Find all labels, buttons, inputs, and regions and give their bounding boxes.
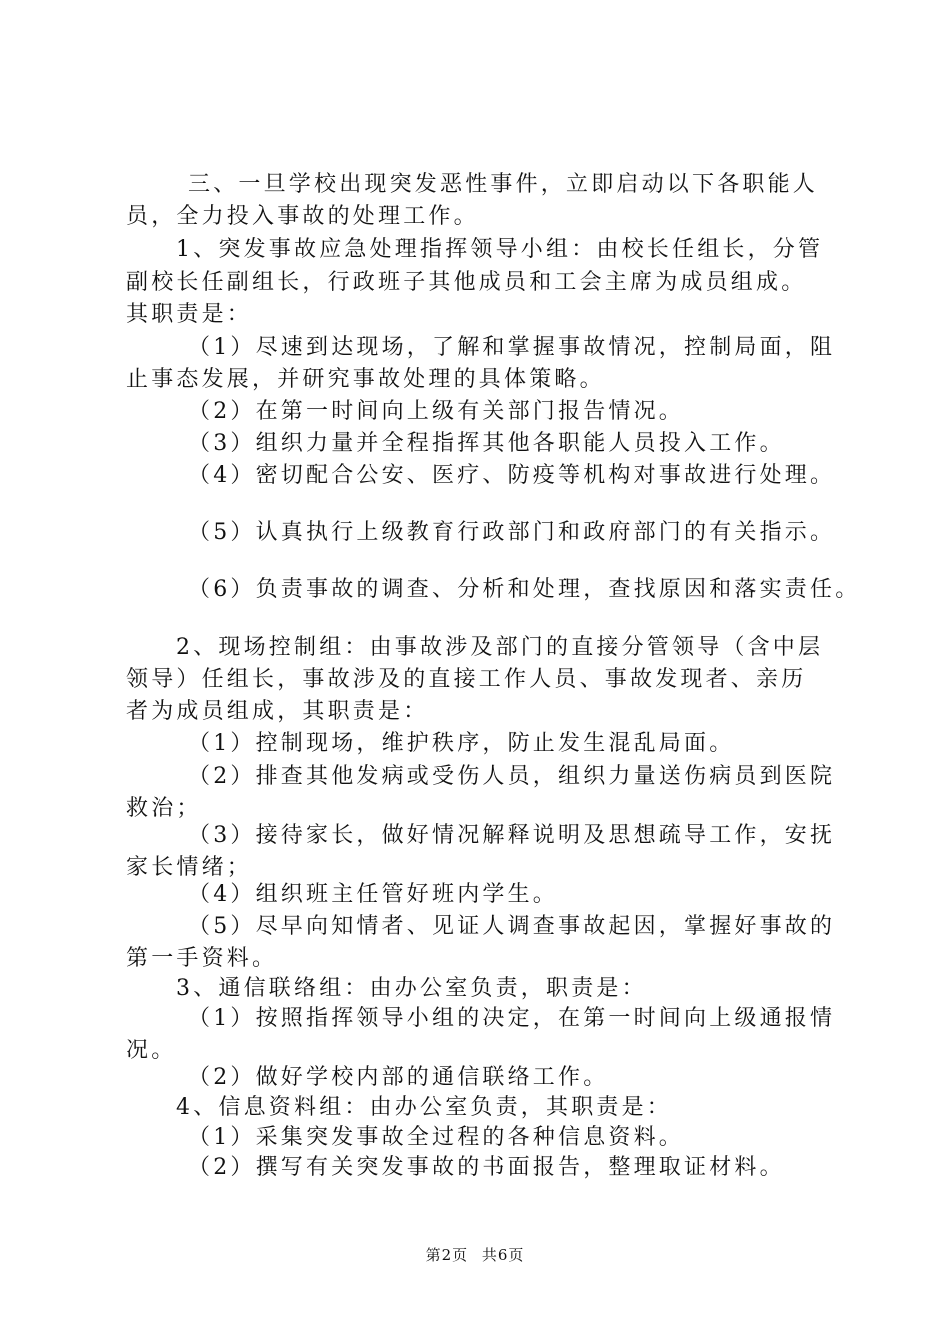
text-line: 止事态发展，并研究事故处理的具体策略。 (126, 367, 605, 392)
text-line: （5）认真执行上级教育行政部门和政府部门的有关指示。 (188, 520, 836, 545)
text-line: （3）接待家长，做好情况解释说明及思想疏导工作，安抚 (188, 823, 836, 848)
text-line: （4）组织班主任管好班内学生。 (188, 882, 558, 907)
text-line: 领导）任组长，事故涉及的直接工作人员、事故发现者、亲历 (126, 667, 807, 692)
text-line: 副校长任副组长，行政班子其他成员和工会主席为成员组成。 (126, 270, 807, 295)
text-line: （1）按照指挥领导小组的决定，在第一时间向上级通报情 (188, 1006, 836, 1031)
text-line: 者为成员组成，其职责是： (126, 699, 429, 724)
text-line: 员，全力投入事故的处理工作。 (126, 204, 479, 229)
text-line: （2）在第一时间向上级有关部门报告情况。 (188, 399, 684, 424)
text-line: 1、突发事故应急处理指挥领导小组：由校长任组长，分管 (176, 237, 824, 262)
text-line: （1）采集突发事故全过程的各种信息资料。 (188, 1125, 684, 1150)
text-line: 救治； (126, 796, 202, 821)
text-line: 3、通信联络组：由办公室负责，职责是： (176, 976, 647, 1001)
text-line: （6）负责事故的调查、分析和处理，查找原因和落实责任。 (188, 577, 861, 602)
text-line: 2、现场控制组：由事故涉及部门的直接分管领导（含中层 (176, 635, 824, 660)
text-line: 4、信息资料组：由办公室负责，其职责是： (176, 1095, 672, 1120)
text-line: （2）排查其他发病或受伤人员，组织力量送伤病员到医院 (188, 764, 836, 789)
text-line: （3）组织力量并全程指挥其他各职能人员投入工作。 (188, 431, 785, 456)
text-line: 三、一旦学校出现突发恶性事件，立即启动以下各职能人 (188, 172, 819, 197)
text-line: 家长情绪； (126, 855, 253, 880)
text-line: （2）做好学校内部的通信联络工作。 (188, 1065, 609, 1090)
text-line: （4）密切配合公安、医疗、防疫等机构对事故进行处理。 (188, 463, 836, 488)
page-number: 第2页 (425, 1246, 469, 1264)
text-line: 其职责是： (126, 302, 253, 327)
text-line: （5）尽早向知情者、见证人调查事故起因，掌握好事故的 (188, 914, 836, 939)
text-line: （1）尽速到达现场，了解和掌握事故情况，控制局面，阻 (188, 335, 836, 360)
text-line: 第一手资料。 (126, 946, 278, 971)
text-line: 况。 (126, 1038, 177, 1063)
text-line: （1）控制现场，维护秩序，防止发生混乱局面。 (188, 731, 735, 756)
page-footer (0, 1244, 950, 1265)
text-line: （2）撰写有关突发事故的书面报告，整理取证材料。 (188, 1155, 785, 1180)
page-total: 共6页 (481, 1246, 525, 1264)
